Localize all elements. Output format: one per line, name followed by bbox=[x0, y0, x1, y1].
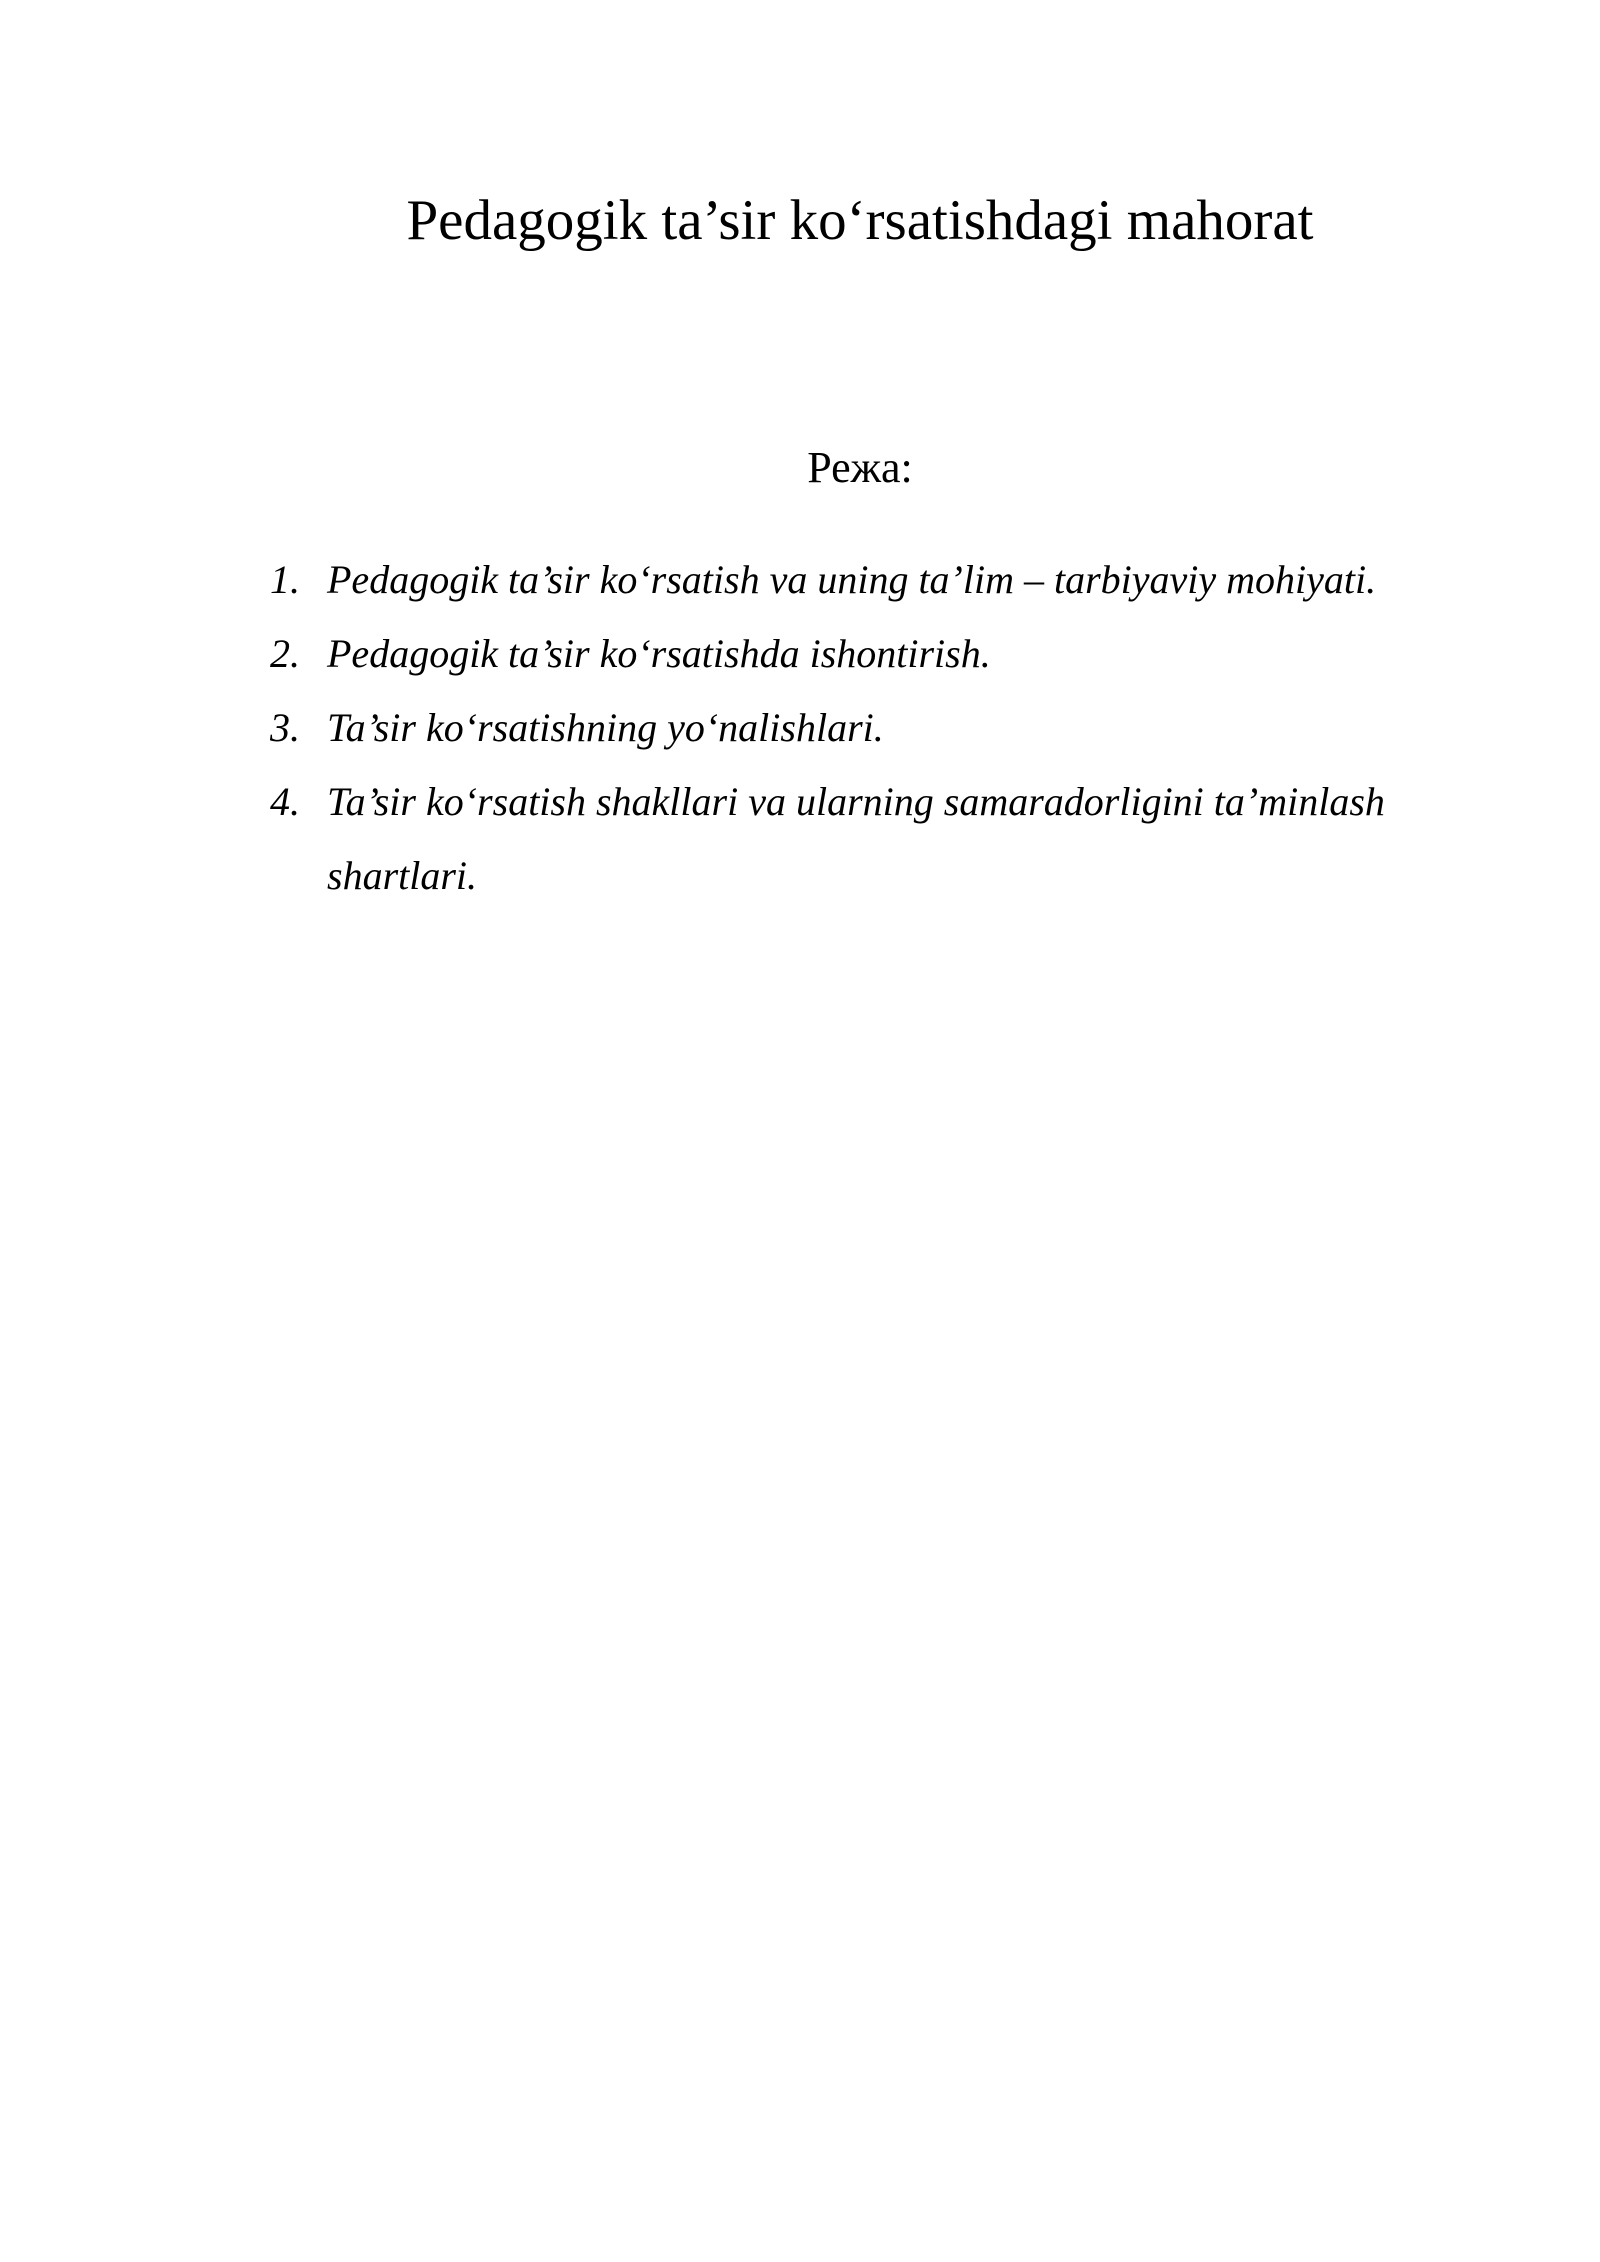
plan-heading: Режа: bbox=[807, 443, 913, 492]
plan-item-3 bbox=[270, 691, 1500, 765]
plan-item-text: Ta’sir ko‘rsatish shakllari va ularning samaradorligini ta’minlash shartlari. bbox=[327, 779, 1385, 898]
document-title: Pedagogik ta’sir ko‘rsatishdagi mahorat bbox=[406, 189, 1314, 252]
plan-item-number: 2. bbox=[270, 631, 300, 676]
plan-item-number: 1. bbox=[270, 557, 300, 602]
plan-item-text: Pedagogik ta’sir ko‘rsatishda ishontirish. bbox=[327, 631, 991, 676]
plan-item-text: Pedagogik ta’sir ko‘rsatish va uning ta’lim – tarbiyaviy mohiyati. bbox=[327, 557, 1377, 602]
plan-item-text: Ta’sir ko‘rsatishning yo‘nalishlari. bbox=[327, 705, 884, 750]
plan-item-number: 3. bbox=[270, 705, 300, 750]
plan-item-2 bbox=[270, 617, 1500, 691]
plan-list bbox=[270, 543, 1500, 913]
plan-item-1 bbox=[270, 543, 1500, 617]
plan-item-4 bbox=[270, 765, 1500, 913]
plan-item-number: 4. bbox=[270, 779, 300, 824]
